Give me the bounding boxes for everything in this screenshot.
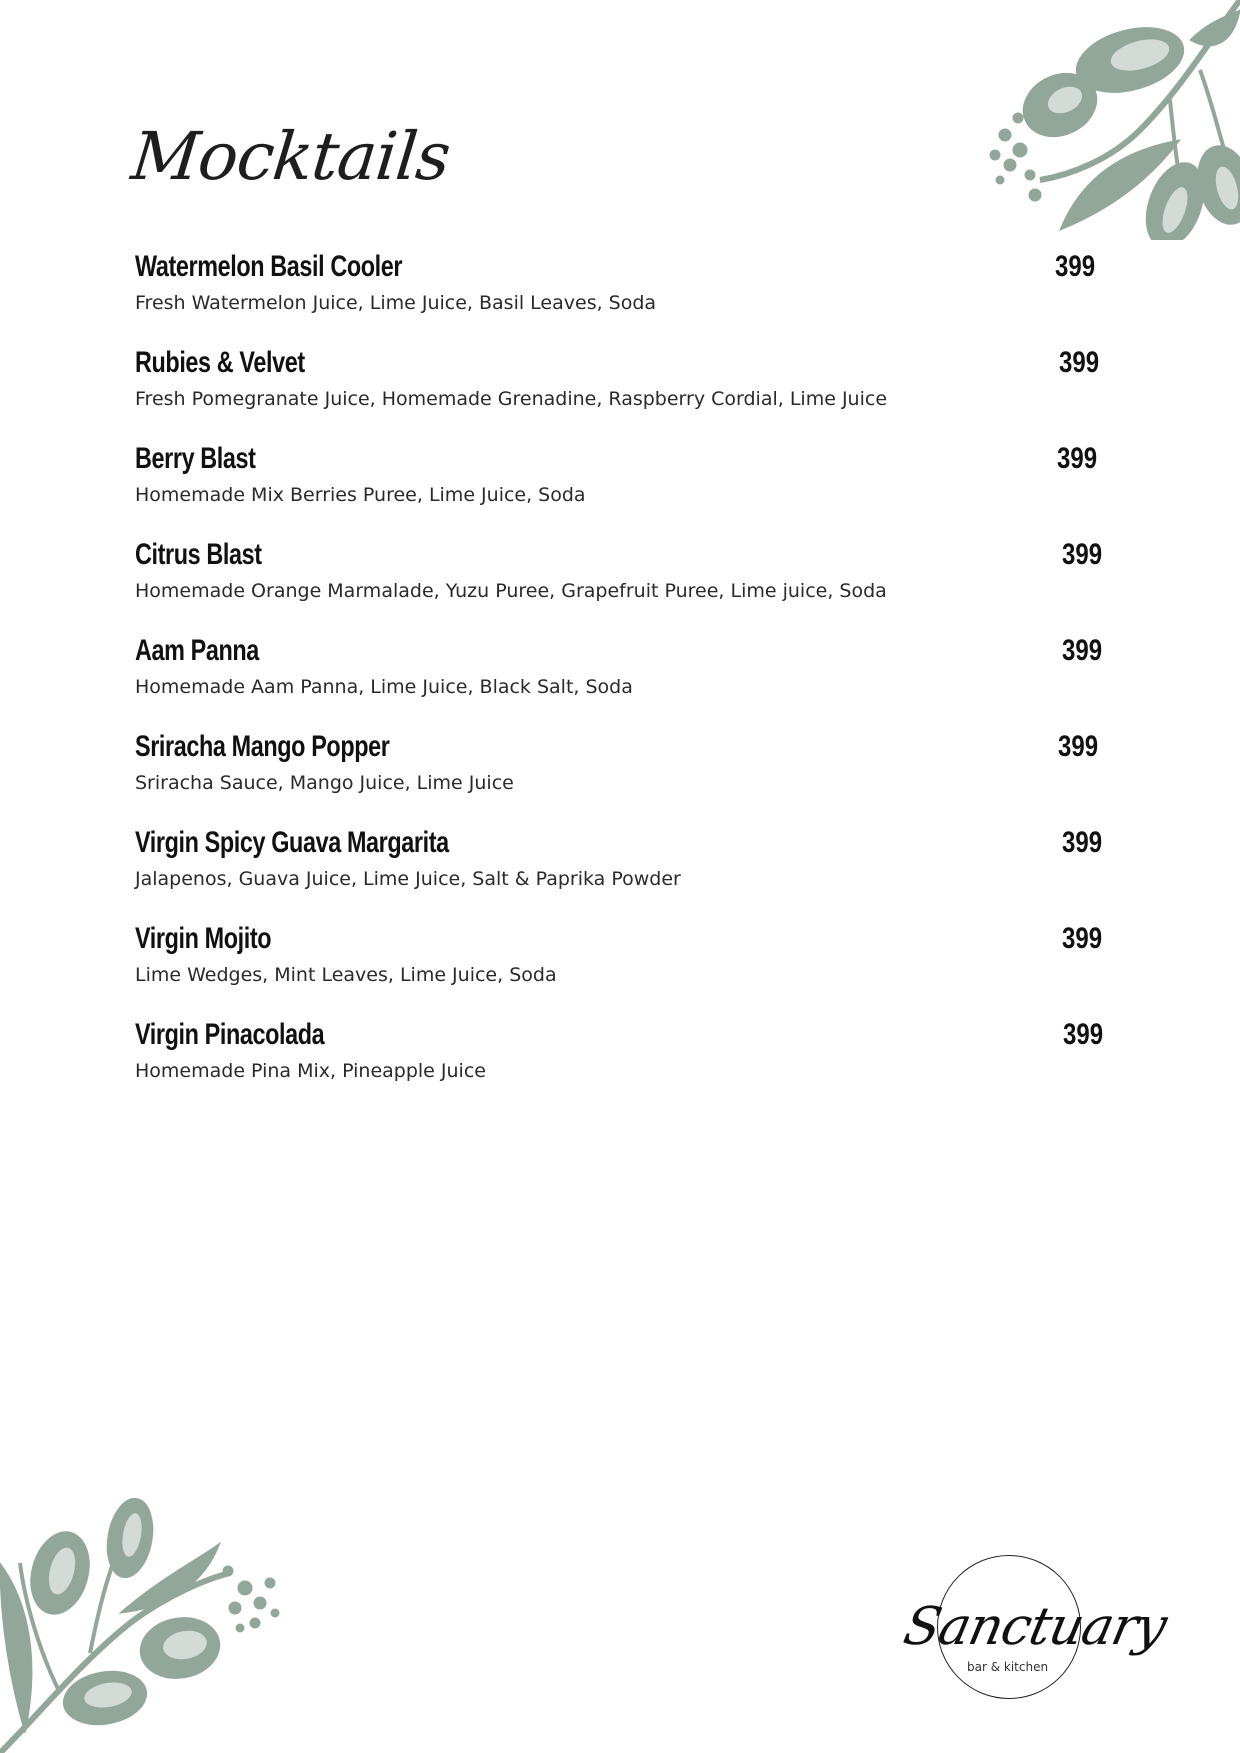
menu-item-description: Fresh Pomegranate Juice, Homemade Grenadine, Raspberry Cordial, Lime Juice <box>135 388 888 410</box>
menu-item-description: Homemade Aam Panna, Lime Juice, Black Salt, Soda <box>135 676 633 698</box>
menu-item-price: 399 <box>1055 250 1096 283</box>
menu-item-price: 399 <box>1062 538 1103 571</box>
menu-item <box>135 538 1115 634</box>
olive-branch-bottom-illustration <box>0 1483 290 1753</box>
menu-item-description: Homemade Orange Marmalade, Yuzu Puree, Grapefruit Puree, Lime juice, Soda <box>135 580 887 602</box>
menu-item-price: 399 <box>1057 442 1098 475</box>
menu-item-price: 399 <box>1062 634 1103 667</box>
menu-item-description: Fresh Watermelon Juice, Lime Juice, Basil Leaves, Soda <box>135 292 657 314</box>
menu-item-name: Virgin Pinacolada <box>135 1018 325 1051</box>
menu-item-price: 399 <box>1059 346 1100 379</box>
menu-item-price: 399 <box>1062 922 1103 955</box>
menu-item <box>135 826 1115 922</box>
menu-item <box>135 922 1115 1018</box>
menu-item <box>135 1018 1115 1114</box>
menu-item <box>135 634 1115 730</box>
menu-item-name: Virgin Spicy Guava Margarita <box>135 826 449 859</box>
menu-item-description: Lime Wedges, Mint Leaves, Lime Juice, Soda <box>135 964 557 986</box>
menu-item-price: 399 <box>1063 1018 1104 1051</box>
menu-item-description: Homemade Pina Mix, Pineapple Juice <box>135 1060 486 1082</box>
menu-item <box>135 442 1115 538</box>
menu-item <box>135 250 1115 346</box>
menu-item-name: Rubies & Velvet <box>135 346 305 379</box>
menu-item <box>135 730 1115 826</box>
brand-tagline: bar & kitchen <box>967 1660 1049 1674</box>
olive-branch-top-illustration <box>940 0 1240 240</box>
brand-name: Sanctuary <box>898 1597 1172 1657</box>
menu-item-name: Aam Panna <box>135 634 259 667</box>
brand-logo <box>898 1555 1172 1705</box>
menu-list <box>135 250 1115 1114</box>
page-title: Mocktails <box>127 118 454 195</box>
menu-item-price: 399 <box>1058 730 1099 763</box>
menu-item-name: Sriracha Mango Popper <box>135 730 390 763</box>
menu-item-price: 399 <box>1062 826 1103 859</box>
menu-item-description: Homemade Mix Berries Puree, Lime Juice, Soda <box>135 484 586 506</box>
menu-item-name: Watermelon Basil Cooler <box>135 250 403 283</box>
menu-item-description: Jalapenos, Guava Juice, Lime Juice, Salt & Paprika Powder <box>135 868 681 890</box>
menu-item-name: Citrus Blast <box>135 538 262 571</box>
menu-item-description: Sriracha Sauce, Mango Juice, Lime Juice <box>135 772 514 794</box>
menu-item-name: Virgin Mojito <box>135 922 272 955</box>
menu-item <box>135 346 1115 442</box>
menu-item-name: Berry Blast <box>135 442 256 475</box>
